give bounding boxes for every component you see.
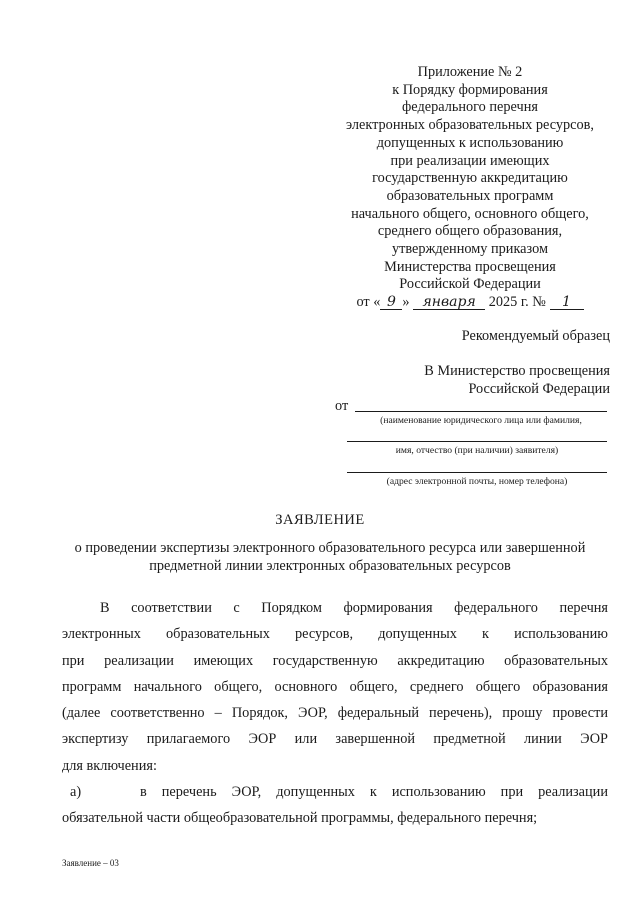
date-month-handwritten: января: [413, 295, 485, 310]
word: ЭОР: [580, 731, 608, 748]
word: программ: [62, 678, 122, 695]
addressee-line-1: В Министерство просвещения: [424, 363, 610, 379]
word: экспертизу: [62, 731, 129, 748]
word: федерального: [454, 600, 538, 616]
word: или: [294, 731, 318, 748]
applicant-name-caption-2: имя, отчество (при наличии) заявителя): [395, 445, 559, 456]
word: перечень),: [429, 705, 493, 722]
word: Порядком: [261, 600, 322, 616]
word: государственную: [272, 652, 378, 669]
word: Порядок,: [231, 705, 288, 722]
word: при: [500, 784, 524, 801]
word: в: [140, 784, 147, 801]
addressee-line-2: Российской Федерации: [468, 381, 610, 397]
word: к: [369, 784, 377, 801]
appendix-date-line: [312, 294, 628, 312]
word: общего: [475, 678, 521, 695]
word: –: [214, 705, 222, 722]
appendix-line: к Порядку формирования: [392, 81, 548, 98]
word: общего,: [349, 678, 398, 695]
list-item-a: [62, 779, 608, 805]
word: ресурсов,: [294, 626, 354, 643]
word: ЭОР,: [298, 705, 328, 722]
word: перечня: [559, 600, 608, 616]
word: общего,: [214, 678, 263, 695]
list-item-a-marker: а): [70, 784, 82, 801]
word: реализации: [538, 784, 608, 801]
word: при: [62, 652, 85, 669]
word: прошу: [502, 705, 543, 722]
applicant-name-field-line: [355, 411, 607, 412]
body-line-7: для включения:: [62, 757, 157, 774]
body-line-2: [62, 621, 608, 647]
word: к: [482, 626, 489, 643]
word: начального: [133, 678, 202, 695]
list-item-a-line-2: обязательной части общеобразовательной программы, федерального перечня;: [62, 810, 538, 827]
appendix-header: [312, 64, 628, 312]
body-paragraph: [62, 595, 608, 832]
order-number-handwritten: 1: [550, 295, 584, 310]
appendix-line: государственную аккредитацию: [372, 170, 568, 187]
appendix-lines: [312, 64, 628, 294]
word: образования: [532, 678, 608, 695]
word: формирования: [343, 600, 433, 616]
body-line-6: [62, 726, 608, 752]
word: прилагаемого: [146, 731, 231, 748]
addressee-block: [424, 362, 610, 398]
appendix-line: федерального перечня: [402, 99, 538, 116]
applicant-name-caption: (наименование юридического лица или фамилия,: [380, 415, 582, 426]
document-title: ЗАЯВЛЕНИЕ: [275, 512, 365, 528]
word: В: [100, 600, 110, 616]
date-year: 2025 г. №: [488, 294, 546, 311]
word: использованию: [391, 784, 486, 801]
document-subtitle: [40, 539, 620, 575]
word: аккредитацию: [397, 652, 485, 669]
word: допущенных: [276, 784, 355, 801]
body-line-5: [62, 700, 608, 726]
word: ЭОР: [248, 731, 277, 748]
word: соответственно: [110, 705, 205, 722]
word: линии: [524, 731, 562, 748]
body-line-3: [62, 648, 608, 674]
appendix-line: образовательных программ: [386, 187, 554, 204]
date-prefix: от «: [356, 294, 381, 311]
appendix-line: среднего общего образования,: [377, 223, 563, 240]
appendix-line: начального общего, основного общего,: [351, 205, 589, 222]
date-day-handwritten: 9: [380, 295, 402, 310]
date-mid: »: [402, 294, 410, 311]
from-label: от: [335, 398, 349, 414]
word: использованию: [514, 626, 608, 643]
word: электронных: [62, 626, 141, 643]
subtitle-line-2: предметной линии электронных образовательных ресурсов: [149, 558, 511, 574]
appendix-line: Приложение № 2: [417, 64, 523, 80]
appendix-line: при реализации имеющих: [390, 152, 550, 169]
word: ЭОР,: [231, 784, 262, 801]
contact-field-line: [347, 472, 607, 473]
word: допущенных: [378, 626, 457, 643]
appendix-line: Министерства просвещения: [384, 258, 556, 275]
word: образовательных: [166, 626, 270, 643]
word: завершенной: [335, 731, 416, 748]
applicant-name-field-line-2: [347, 441, 607, 442]
word: провести: [552, 705, 608, 722]
word: с: [233, 600, 240, 616]
word: перечень: [161, 784, 217, 801]
body-line-4: [62, 674, 608, 700]
appendix-line: утвержденному приказом: [391, 241, 549, 258]
word: (далее: [62, 705, 101, 722]
appendix-line: электронных образовательных ресурсов,: [346, 117, 594, 134]
footer-form-code: Заявление – 03: [62, 858, 119, 868]
word: предметной: [433, 731, 506, 748]
list-item-a-line-1: [140, 779, 608, 805]
word: образовательных: [504, 652, 608, 669]
recommended-sample-label: Рекомендуемый образец: [461, 328, 610, 344]
subtitle-line-1: о проведении экспертизы электронного образовательного ресурса или завершенной: [74, 540, 586, 556]
word: среднего: [409, 678, 464, 695]
contact-caption: (адрес электронной почты, номер телефона): [386, 476, 568, 487]
appendix-line: допущенных к использованию: [376, 134, 564, 151]
word: основного: [274, 678, 338, 695]
body-line-1: [62, 595, 608, 621]
appendix-line: Российской Федерации: [399, 276, 541, 293]
word: федеральный: [337, 705, 419, 722]
word: реализации: [104, 652, 174, 669]
word: имеющих: [193, 652, 254, 669]
word: соответствии: [131, 600, 212, 616]
